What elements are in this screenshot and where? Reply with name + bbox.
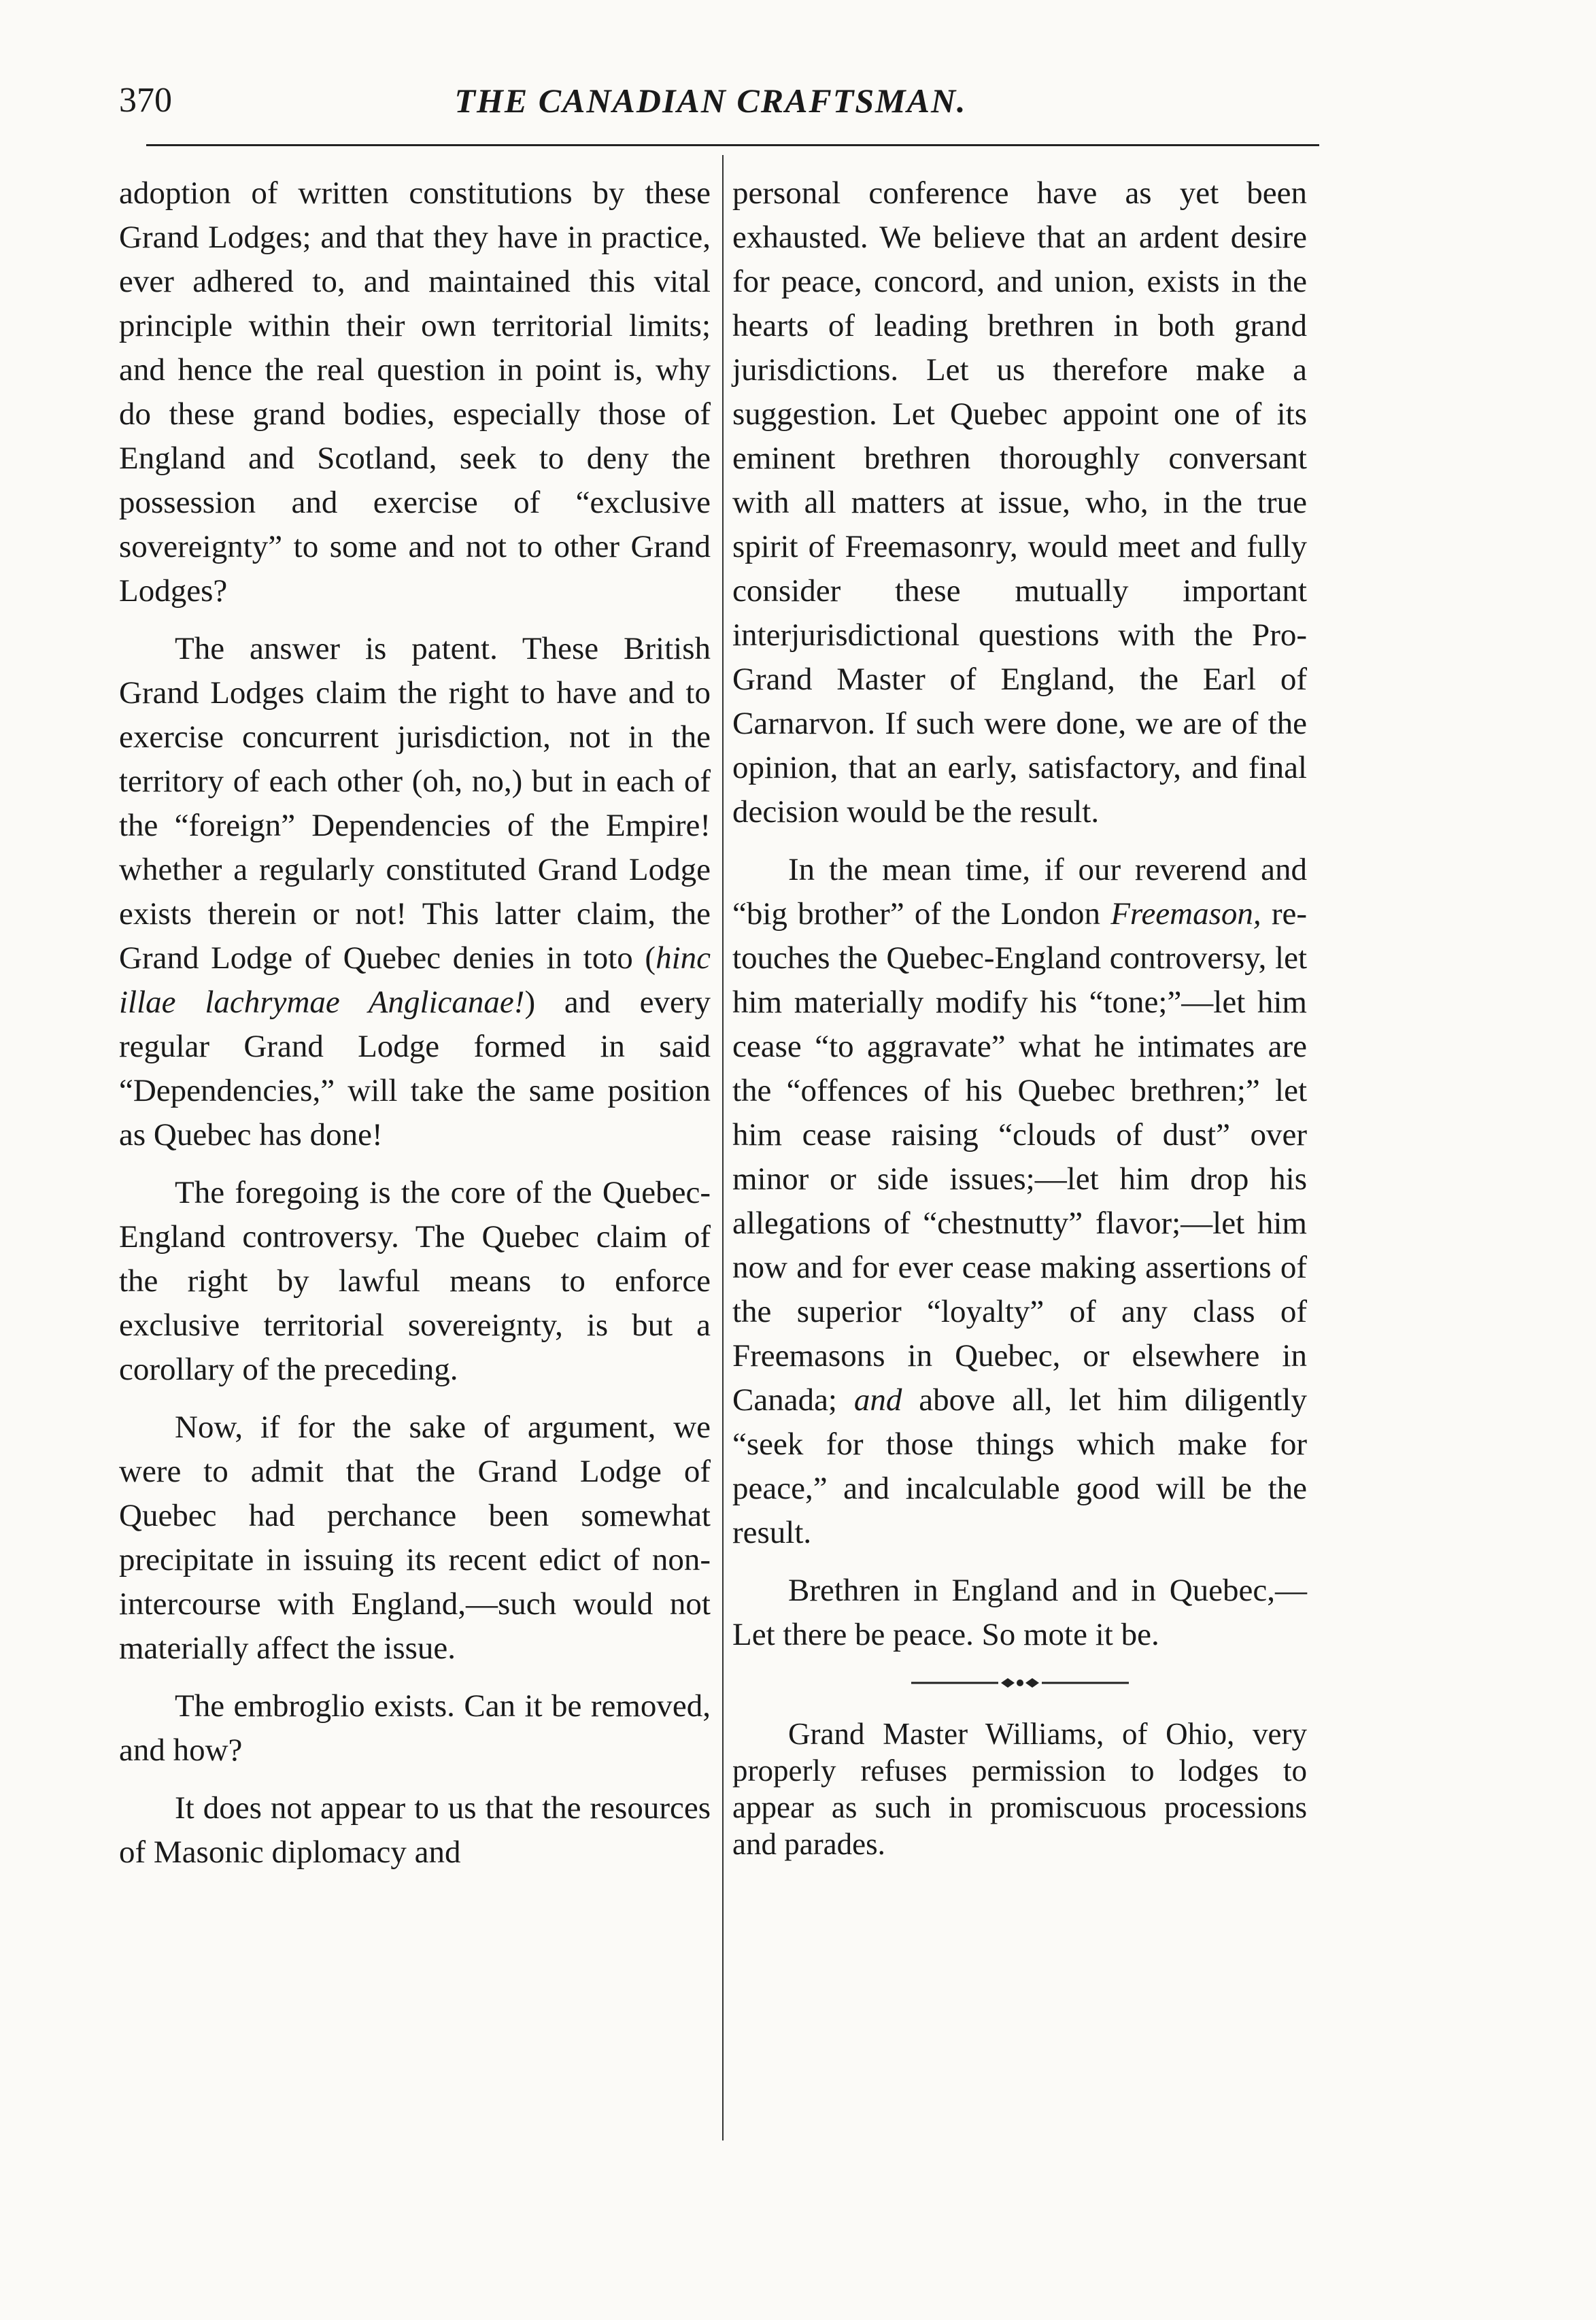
left-paragraph-1: adoption of written constitutions by these Grand Lodges; and that they have in practice, ever adhered to, and maintained this vital principle within their own territorial limits; and hence the real question in point is, why do these grand bodies, especially those of England and Scotland, seek to deny the possession and exercise of “exclusive sovereignty” to some and not to other Grand Lodges? (119, 175, 711, 609)
page-header (119, 80, 1302, 135)
right-paragraph-2-text-c: above all, let him diligently “seek for those things which make for peace,” and incalculable good will be the result. (732, 1382, 1307, 1550)
column-rule (722, 155, 724, 2140)
freemason-title: Freemason, (1110, 896, 1261, 932)
left-paragraph-6: It does not appear to us that the resources of Masonic diplomacy and (119, 1790, 711, 1870)
right-paragraph-3: Brethren in England and in Quebec,—Let there be peace. So mote it be. (732, 1573, 1307, 1652)
left-paragraph-2 (119, 627, 711, 1157)
right-column (732, 171, 1307, 1862)
left-column (119, 171, 711, 1875)
right-paragraph-2-text-a: In the mean time, if our reverend and “big brother” of the London (732, 852, 1307, 932)
left-paragraph-2-text-a: The answer is patent. These British Grand Lodges claim the right to have and to exercise concurrent jurisdiction, not in the territory of each other (oh, no,) but in each of the “foreign” Dependencies of the Empire! whether a regularly constituted Grand Lodge exists therein or not! This latter claim, the Grand Lodge of Quebec denies in toto ( (119, 631, 711, 976)
right-paragraph-2 (732, 848, 1307, 1555)
right-paragraph-2-text-b: re-touches the Quebec-England controversy, let him materially modify his “tone;”—let him cease “to aggravate” what he intimates are the “offences of his Quebec brethren;” let him cease raising “clouds of dust” over minor or side issues;—let him drop his allegations of “chestnutty” flavor;—let him now and for ever cease making assertions of the superior “loyalty” of any class of Freemasons in Quebec, or elsewhere in Canada; (732, 896, 1307, 1418)
divider-ornament-icon (911, 1675, 1129, 1691)
left-paragraph-3: The foregoing is the core of the Quebec-England controversy. The Quebec claim of the right by lawful means to enforce exclusive territorial sovereignty, is but a corollary of the preceding. (119, 1175, 711, 1387)
left-paragraph-2-text-b: ) and every regular Grand Lodge formed in said “Dependencies,” will take the same position as Quebec has done! (119, 985, 711, 1153)
latin-phrase: hinc illae lachrymae Anglicanae! (119, 940, 711, 1020)
right-paragraph-4: Grand Master Williams, of Ohio, very properly refuses permission to lodges to appear as such in promiscuous processions and parades. (732, 1717, 1307, 1861)
header-rule (146, 144, 1319, 146)
page-number: 370 (119, 81, 172, 120)
left-paragraph-4: Now, if for the sake of argument, we were to admit that the Grand Lodge of Quebec had perchance been somewhat precipitate in issuing its recent edict of non-intercourse with England,—such would not materially affect the issue. (119, 1410, 711, 1666)
italic-and: and (853, 1382, 902, 1418)
left-paragraph-5: The embroglio exists. Can it be removed, and how? (119, 1688, 711, 1768)
right-paragraph-1: personal conference have as yet been exhausted. We believe that an ardent desire for peace, concord, and union, exists in the hearts of leading brethren in both grand jurisdictions. Let us therefore make a suggestion. Let Quebec appoint one of its eminent brethren thoroughly conversant with all matters at issue, who, in the true spirit of Freemasonry, would meet and fully consider these mutually important interjurisdictional questions with the Pro-Grand Master of England, the Earl of Carnarvon. If such were done, we are of the opinion, that an early, satisfactory, and final decision would be the result. (732, 175, 1307, 830)
running-title: THE CANADIAN CRAFTSMAN. (454, 82, 967, 120)
